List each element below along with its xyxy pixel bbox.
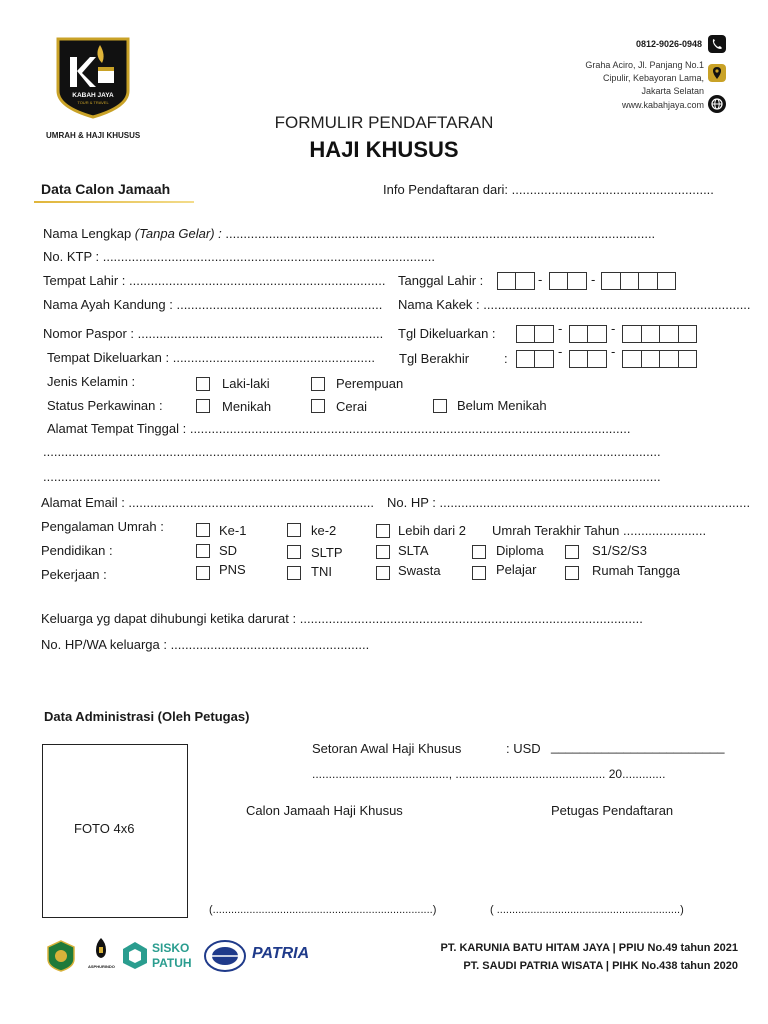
setoran-label: Setoran Awal Haji Khusus xyxy=(312,741,462,756)
pekerjaan-pns-label: PNS xyxy=(219,562,246,577)
logo-text-line1: KABAH JAYA xyxy=(72,92,114,99)
phone-icon xyxy=(708,35,726,53)
alamat-email-field[interactable]: Alamat Email : .................................................................... xyxy=(41,495,375,510)
tgl-dikeluarkan-day-box[interactable] xyxy=(516,325,554,343)
form-subtitle: HAJI KHUSUS xyxy=(309,137,459,162)
alamat-field-line2[interactable]: ........................................................................................................................................................................... xyxy=(43,444,661,459)
pendidikan-s1s2s3-checkbox[interactable] xyxy=(565,545,579,559)
jenis-kelamin-label: Jenis Kelamin : xyxy=(47,374,136,389)
umrah-ke2-checkbox[interactable] xyxy=(287,523,301,537)
section-heading-administrasi: Data Administrasi (Oleh Petugas) xyxy=(44,709,250,724)
calon-jamaah-signature-field[interactable]: (........................................................................) xyxy=(209,904,437,916)
himpuh-logo xyxy=(203,939,247,973)
tgl-berakhir-day-box[interactable] xyxy=(516,350,554,368)
tgl-dikeluarkan-month-box[interactable] xyxy=(569,325,607,343)
footer-company-line1: PT. KARUNIA BATU HITAM JAYA | PPIU No.49 tahun 2021 xyxy=(440,942,738,954)
tgl-berakhir-colon: : xyxy=(504,351,508,366)
location-icon xyxy=(708,64,726,82)
place-date-field[interactable]: ........................................., ............................................. 20............. xyxy=(312,767,666,781)
umrah-lebih-checkbox[interactable] xyxy=(376,524,390,538)
contact-address-line3: Jakarta Selatan xyxy=(641,86,704,96)
tanpa-gelar-note: (Tanpa Gelar) : xyxy=(134,226,222,241)
no-hp-field[interactable]: No. HP : ...................................................................................... xyxy=(387,495,751,510)
menikah-checkbox[interactable] xyxy=(196,399,210,413)
nama-lengkap-dots: ....................................................................................................................... xyxy=(221,226,656,241)
pekerjaan-rumah-tangga-label: Rumah Tangga xyxy=(592,563,680,578)
contact-address-line2: Cipulir, Kebayoran Lama, xyxy=(602,73,704,83)
laki-laki-checkbox[interactable] xyxy=(196,377,210,391)
cerai-checkbox[interactable] xyxy=(311,399,325,413)
no-ktp-field[interactable]: No. KTP : ............................................................................................ xyxy=(43,249,436,264)
info-pendaftaran-field[interactable]: Info Pendaftaran dari: ........................................................ xyxy=(383,182,714,197)
pendidikan-sltp-label: SLTP xyxy=(311,545,343,560)
footer-company-line2: PT. SAUDI PATRIA WISATA | PIHK No.438 tahun 2020 xyxy=(463,960,738,972)
umrah-ke2-label: ke-2 xyxy=(311,523,337,538)
sisko-patuh-logo xyxy=(120,939,198,973)
pekerjaan-rumah-tangga-checkbox[interactable] xyxy=(565,566,579,580)
perempuan-checkbox[interactable] xyxy=(311,377,325,391)
cerai-label: Cerai xyxy=(336,399,368,414)
belum-menikah-checkbox[interactable] xyxy=(433,399,447,413)
keluarga-darurat-field[interactable]: Keluarga yg dapat dihubungi ketika darurat : ............................................................................................... xyxy=(41,611,643,626)
tanggal-lahir-label: Tanggal Lahir : xyxy=(398,273,484,288)
pekerjaan-label: Pekerjaan : xyxy=(41,567,107,582)
tanggal-lahir-year-box[interactable] xyxy=(601,272,676,290)
nama-kakek-field[interactable]: Nama Kakek : .......................................................................... xyxy=(398,297,751,312)
nama-ayah-field[interactable]: Nama Ayah Kandung : ......................................................... xyxy=(43,297,383,312)
contact-phone: 0812-9026-0948 xyxy=(635,39,702,49)
kemenag-logo xyxy=(44,939,78,973)
photo-box-label: FOTO 4x6 xyxy=(74,821,135,836)
tgl-berakhir-label: Tgl Berakhir xyxy=(399,351,470,366)
petugas-signature-label: Petugas Pendaftaran xyxy=(551,803,674,818)
tgl-dikeluarkan-year-box[interactable] xyxy=(622,325,697,343)
pendidikan-sltp-checkbox[interactable] xyxy=(287,545,301,559)
pendidikan-label: Pendidikan : xyxy=(41,543,113,558)
belum-menikah-label: Belum Menikah xyxy=(457,398,547,413)
form-title: FORMULIR PENDAFTARAN xyxy=(274,113,494,132)
tanggal-lahir-day-box[interactable] xyxy=(497,272,535,290)
pendidikan-sd-checkbox[interactable] xyxy=(196,544,210,558)
umrah-ke1-checkbox[interactable] xyxy=(196,523,210,537)
alamat-field[interactable]: Alamat Tempat Tinggal : .......................................................................................................................... xyxy=(47,421,631,436)
tempat-lahir-field[interactable]: Tempat Lahir : ....................................................................... xyxy=(43,273,386,288)
pekerjaan-pelajar-label: Pelajar xyxy=(496,562,537,577)
umrah-terakhir-field[interactable]: Umrah Terakhir Tahun ....................... xyxy=(492,523,707,538)
patria-logo-text: PATRIA xyxy=(252,945,310,962)
contact-website[interactable]: www.kabahjaya.com xyxy=(621,100,704,110)
pendidikan-sd-label: SD xyxy=(219,543,238,558)
tgl-dikeluarkan-label: Tgl Dikeluarkan : xyxy=(398,326,496,341)
section-heading-calon-jamaah: Data Calon Jamaah xyxy=(41,181,171,197)
patuh-logo-text: PATUH xyxy=(152,956,192,970)
nama-lengkap-label: Nama Lengkap xyxy=(43,226,132,241)
pekerjaan-swasta-checkbox[interactable] xyxy=(376,566,390,580)
pendidikan-diploma-checkbox[interactable] xyxy=(472,545,486,559)
hp-keluarga-field[interactable]: No. HP/WA keluarga : ....................................................... xyxy=(41,637,370,652)
date-separator: - xyxy=(591,272,596,287)
perempuan-label: Perempuan xyxy=(336,376,404,391)
nomor-paspor-field[interactable]: Nomor Paspor : .................................................................... xyxy=(43,326,384,341)
laki-laki-label: Laki-laki xyxy=(222,376,270,391)
pendidikan-slta-label: SLTA xyxy=(398,543,429,558)
date-separator: - xyxy=(611,344,616,359)
calon-jamaah-signature-label: Calon Jamaah Haji Khusus xyxy=(246,803,403,818)
pekerjaan-tni-label: TNI xyxy=(311,564,332,579)
tanggal-lahir-month-box[interactable] xyxy=(549,272,587,290)
pendidikan-slta-checkbox[interactable] xyxy=(376,545,390,559)
menikah-label: Menikah xyxy=(222,399,272,414)
sisko-logo-text: SISKO xyxy=(152,941,190,955)
pendidikan-s1s2s3-label: S1/S2/S3 xyxy=(592,543,647,558)
date-separator: - xyxy=(538,272,543,287)
tempat-dikeluarkan-field[interactable]: Tempat Dikeluarkan : ........................................................ xyxy=(47,350,375,365)
section-heading-underline xyxy=(34,201,194,203)
date-separator: - xyxy=(558,321,563,336)
petugas-signature-field[interactable]: ( ............................................................) xyxy=(490,904,684,916)
pengalaman-umrah-label: Pengalaman Umrah : xyxy=(41,519,164,534)
nama-lengkap-field[interactable] xyxy=(43,226,655,241)
date-separator: - xyxy=(558,344,563,359)
pekerjaan-tni-checkbox[interactable] xyxy=(287,566,301,580)
pendidikan-diploma-label: Diploma xyxy=(496,543,544,558)
logo-text-line2: TOUR & TRAVEL xyxy=(77,100,109,105)
pekerjaan-pelajar-checkbox[interactable] xyxy=(472,566,486,580)
alamat-field-line3[interactable]: ........................................................................................................................................................................... xyxy=(43,469,661,484)
usd-label: : USD xyxy=(506,741,541,756)
company-logo xyxy=(50,33,136,119)
date-separator: - xyxy=(611,321,616,336)
contact-address-line1: Graha Aciro, Jl. Panjang No.1 xyxy=(585,60,704,70)
pekerjaan-swasta-label: Swasta xyxy=(398,563,441,578)
umrah-ke1-label: Ke-1 xyxy=(219,523,247,538)
umrah-lebih-label: Lebih dari 2 xyxy=(398,523,466,538)
tgl-berakhir-month-box[interactable] xyxy=(569,350,607,368)
asphurindo-logo xyxy=(88,937,114,973)
logo-tagline: UMRAH & HAJI KHUSUS xyxy=(46,131,141,140)
status-perkawinan-label: Status Perkawinan : xyxy=(47,398,163,413)
tgl-berakhir-year-box[interactable] xyxy=(622,350,697,368)
pekerjaan-pns-checkbox[interactable] xyxy=(196,566,210,580)
usd-amount-field[interactable]: ________________________ xyxy=(551,739,725,754)
asphurindo-logo-text: ASPHURINDO xyxy=(88,964,115,969)
globe-icon xyxy=(708,95,726,113)
